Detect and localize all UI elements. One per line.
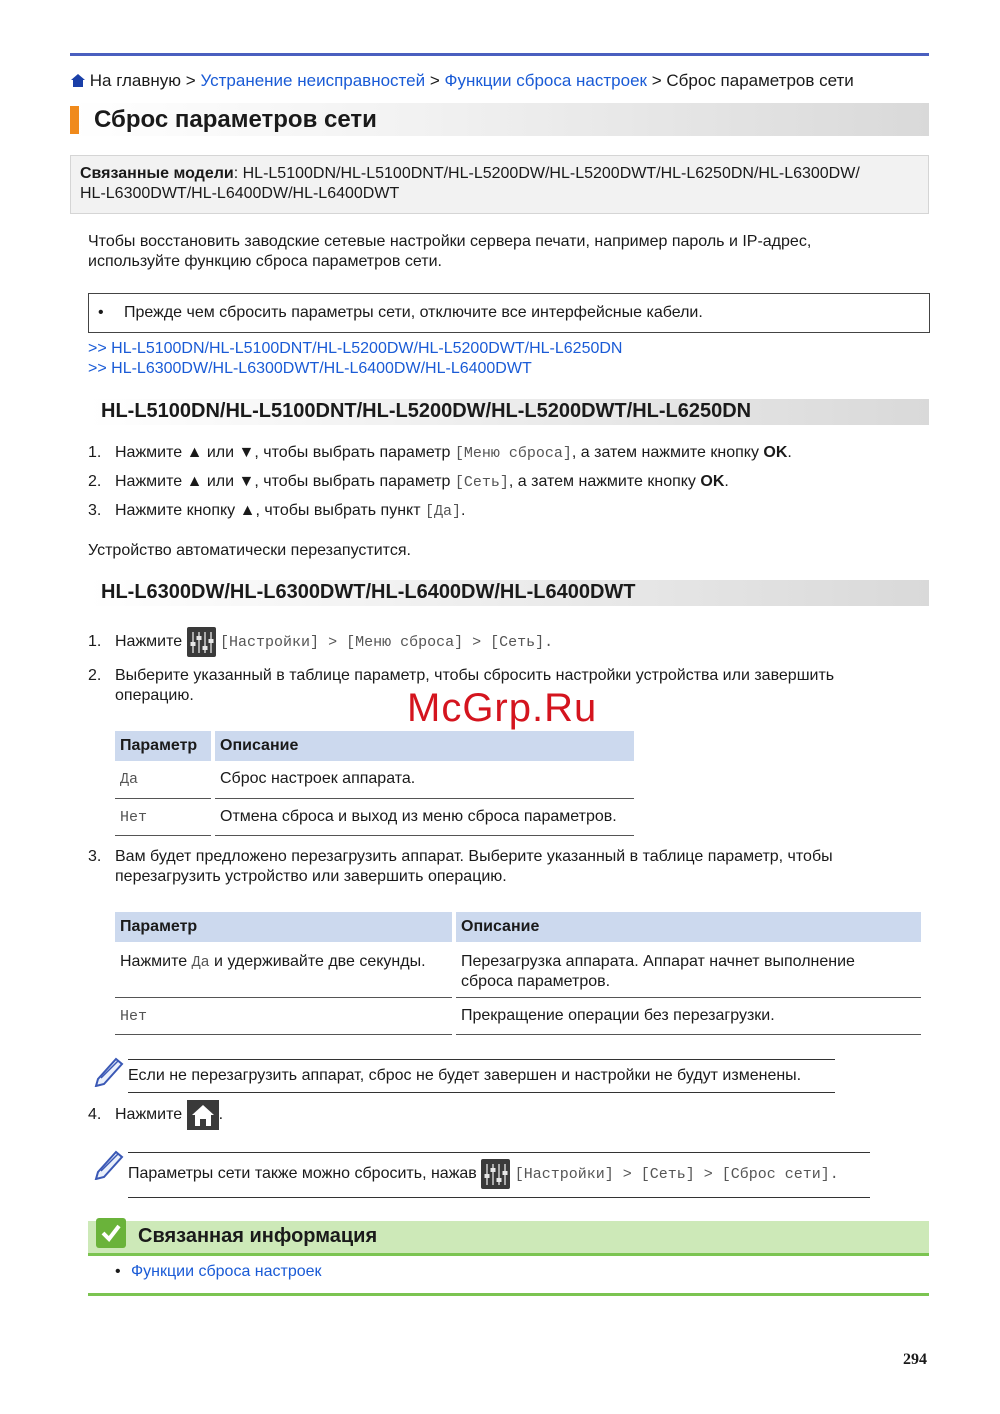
section1-step2: 2. Нажмите ▲ или ▼, чтобы выбрать параметр [Сеть], а затем нажмите кнопку OK. (88, 473, 729, 491)
section2-step3: 3. Вам будет предложено перезагрузить аппарат. Выберите указанный в таблице параметр, чтобы перезагрузить устройство или завершить операцию. (88, 848, 833, 885)
home-icon (71, 74, 85, 87)
title-accent (70, 106, 79, 134)
settings-icon (481, 1159, 510, 1189)
breadcrumb-current: Сброс параметров сети (666, 71, 854, 90)
note2-text: Параметры сети также можно сбросить, нажав [Настройки] > [Сеть] > [Сброс сети]. (128, 1159, 839, 1189)
section1-step1: 1. Нажмите ▲ или ▼, чтобы выбрать параметр [Меню сброса], а затем нажмите кнопку OK. (88, 444, 792, 462)
table-header: Описание (454, 912, 923, 942)
section1-step3: 3. Нажмите кнопку ▲, чтобы выбрать пункт [Да]. (88, 502, 466, 520)
section1-result: Устройство автоматически перезапустится. (88, 542, 411, 559)
watermark: McGrp.Ru (407, 686, 598, 730)
breadcrumb-home[interactable]: На главную (89, 71, 182, 90)
table-cell: Сброс настроек аппарата. (213, 761, 636, 798)
related-link[interactable]: Функции сброса настроек (131, 1263, 322, 1280)
pencil-note-icon (92, 1053, 126, 1087)
breadcrumb-link-troubleshooting[interactable]: Устранение неисправностей (200, 71, 426, 90)
home-button-icon (187, 1100, 219, 1130)
section2-step2: 2. Выберите указанный в таблице параметр, чтобы сбросить настройки устройства или завершить операцию. (88, 667, 835, 704)
settings-icon (187, 627, 216, 657)
pencil-note-icon (92, 1146, 126, 1180)
breadcrumb-link-reset-functions[interactable]: Функции сброса настроек (444, 71, 647, 90)
table-cell: Нет (115, 997, 454, 1034)
section2-step1: 1. Нажмите [Настройки] > [Меню сброса] > [Сеть]. (88, 627, 553, 657)
table-cell: Нажмите Да и удерживайте две секунды. (115, 942, 454, 997)
table-reset-options (115, 731, 638, 836)
breadcrumb: На главную > Устранение неисправностей > Функции сброса настроек > Сброс параметров сети (71, 71, 854, 91)
table-header: Описание (213, 731, 636, 761)
jump-link-2[interactable]: >> HL-L6300DW/HL-L6300DWT/HL-L6400DW/HL-L6400DWT (88, 360, 532, 377)
section2-step4: 4. Нажмите . (88, 1100, 223, 1130)
top-rule (70, 53, 929, 56)
page-number: 294 (903, 1351, 927, 1368)
table-cell: Отмена сброса и выход из меню сброса параметров. (213, 798, 636, 835)
related-link-item: • Функции сброса настроек (115, 1263, 322, 1280)
section1-title: HL-L5100DN/HL-L5100DNT/HL-L5200DW/HL-L5200DWT/HL-L6250DN (101, 400, 752, 422)
table-header: Параметр (115, 731, 213, 761)
table-cell: Перезагрузка аппарата. Аппарат начнет выполнение сброса параметров. (454, 942, 923, 997)
table-cell: Да (115, 761, 213, 798)
section2-title: HL-L6300DW/HL-L6300DWT/HL-L6400DW/HL-L6400DWT (101, 581, 636, 603)
bottom-rule (88, 1293, 929, 1296)
note1-text: Если не перезагрузить аппарат, сброс не будет завершен и настройки не будут изменены. (128, 1067, 802, 1084)
page-title: Сброс параметров сети (94, 106, 377, 133)
table-cell: Прекращение операции без перезагрузки. (454, 997, 923, 1034)
models-text: Связанные модели: HL-L5100DN/HL-L5100DNT/HL-L5200DW/HL-L5200DWT/HL-L6250DN/HL-L6300DW/ HL-L6300DWT/HL-L6400DW/HL-L6400DWT (80, 165, 860, 202)
table-cell: Нет (115, 798, 213, 835)
intro-paragraph: Чтобы восстановить заводские сетевые настройки сервера печати, например пароль и IP-адрес, используйте функцию сброса параметров сети. (88, 233, 812, 270)
jump-link-1[interactable]: >> HL-L5100DN/HL-L5100DNT/HL-L5200DW/HL-L5200DWT/HL-L6250DN (88, 340, 623, 357)
warning-text: • Прежде чем сбросить параметры сети, отключите все интерфейсные кабели. (98, 304, 703, 321)
related-info-title: Связанная информация (138, 1225, 378, 1247)
checkmark-icon (96, 1218, 126, 1248)
table-reboot-options (115, 912, 925, 1035)
table-header: Параметр (115, 912, 454, 942)
